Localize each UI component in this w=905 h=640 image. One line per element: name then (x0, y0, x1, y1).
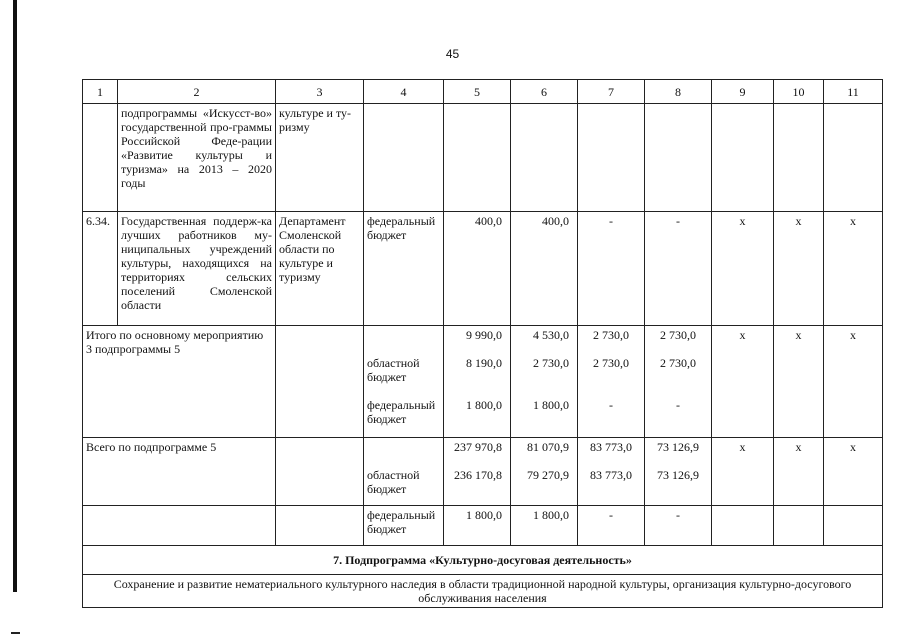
value-cell: х (712, 326, 774, 438)
funding-source: федеральный бюджет (364, 212, 444, 326)
table-row (83, 212, 883, 326)
col-header: 2 (118, 80, 276, 104)
scan-mark (11, 632, 20, 634)
value-cell: х (774, 326, 824, 438)
col-header: 5 (444, 80, 511, 104)
value-stack: 73 126,9 73 126,9 (645, 438, 712, 506)
col-header: 6 (511, 80, 578, 104)
row-number (83, 104, 118, 212)
table-row (83, 104, 883, 212)
value-cell: х (824, 438, 883, 506)
row-number: 6.34. (83, 212, 118, 326)
total-label: Итого по основному мероприятию 3 подпрограммы 5 (83, 326, 276, 438)
value-stack: 2 730,0 2 730,0 - (645, 326, 712, 438)
funding-source-stack: областной бюджет (364, 438, 444, 506)
scan-margin-bar (13, 0, 17, 592)
total-label: Всего по подпрограмме 5 (83, 438, 276, 506)
col-header: 1 (83, 80, 118, 104)
value-cell: - (645, 212, 712, 326)
col-header: 9 (712, 80, 774, 104)
table-row (83, 326, 883, 438)
row-executor: культуре и ту-ризму (276, 104, 364, 212)
value-cell: - (578, 506, 645, 546)
section-heading: 7. Подпрограмма «Культурно-досуговая деятельность» (83, 546, 883, 575)
value-cell: х (824, 326, 883, 438)
section-description: Сохранение и развитие нематериального культурного наследия в области традиционной народной культуры, организация культурно-досугового обслуживания населения (83, 575, 883, 608)
value-cell: 1 800,0 (511, 506, 578, 546)
table-row (83, 438, 883, 506)
funding-source: федеральный бюджет (364, 506, 444, 546)
col-header: 11 (824, 80, 883, 104)
value-cell: х (712, 212, 774, 326)
value-stack: 2 730,0 2 730,0 - (578, 326, 645, 438)
col-header: 8 (645, 80, 712, 104)
header-row (83, 80, 883, 104)
row-name: Государственная поддерж-ка лучших работников му-ниципальных учреждений культуры, находящихся на территориях сельских поселений Смоленской области (118, 212, 276, 326)
value-cell: 1 800,0 (444, 506, 511, 546)
section-row (83, 546, 883, 575)
value-cell: х (774, 212, 824, 326)
funding-source-stack: областной бюджет федеральный бюджет (364, 326, 444, 438)
value-stack: 83 773,0 83 773,0 (578, 438, 645, 506)
col-header: 10 (774, 80, 824, 104)
section-row (83, 575, 883, 608)
value-stack: 9 990,0 8 190,0 1 800,0 (444, 326, 511, 438)
value-cell: - (645, 506, 712, 546)
value-cell: х (824, 212, 883, 326)
value-stack: 4 530,0 2 730,0 1 800,0 (511, 326, 578, 438)
value-cell: х (774, 438, 824, 506)
budget-table (82, 79, 883, 608)
col-header: 4 (364, 80, 444, 104)
row-name: подпрограммы «Искусст-во» государственной про-граммы Российской Феде-рации «Развитие культуры и туризма» на 2013 – 2020 годы (118, 104, 276, 212)
table-row (83, 506, 883, 546)
page-number: 45 (445, 47, 460, 61)
value-cell: 400,0 (511, 212, 578, 326)
row-executor: Департамент Смоленской области по культуре и туризму (276, 212, 364, 326)
value-stack: 81 070,9 79 270,9 (511, 438, 578, 506)
value-stack: 237 970,8 236 170,8 (444, 438, 511, 506)
value-cell: х (712, 438, 774, 506)
value-cell: - (578, 212, 645, 326)
value-cell: 400,0 (444, 212, 511, 326)
col-header: 3 (276, 80, 364, 104)
col-header: 7 (578, 80, 645, 104)
